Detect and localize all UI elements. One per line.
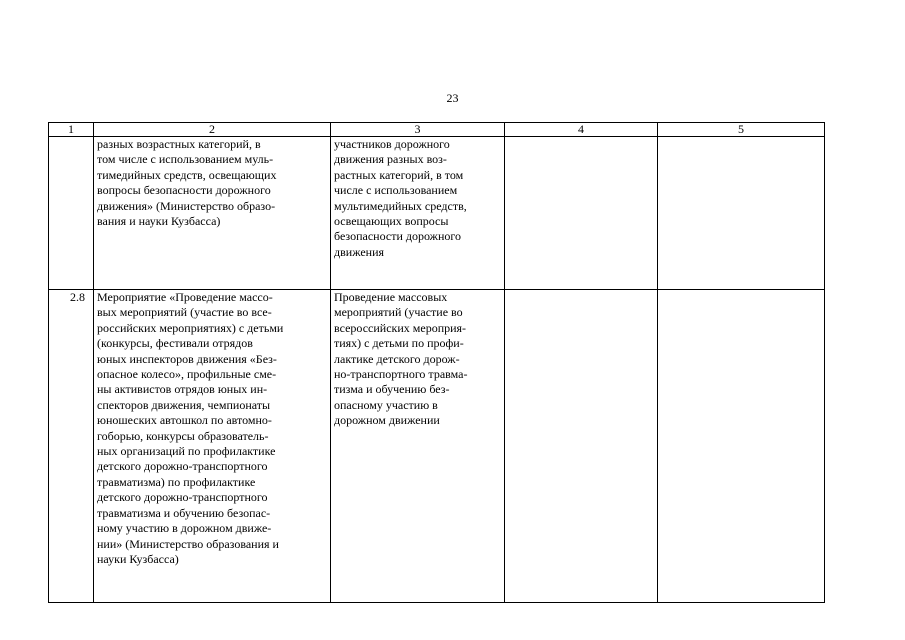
event-description-cell: разных возрастных категорий, в том числе с использованием муль- тимедийных средств, освещающих вопросы безопасности дорожного движения» (Министерство образо- вания и науки Кузбасса) (94, 137, 331, 290)
column-header-4: 4 (505, 123, 658, 137)
page-number: 23 (446, 91, 459, 105)
column-header-2: 2 (94, 123, 331, 137)
column-5-cell (658, 290, 825, 603)
column-5-cell (658, 137, 825, 290)
table-row (49, 290, 825, 603)
column-header-1: 1 (49, 123, 94, 137)
expected-result-cell: Проведение массовых мероприятий (участие во всероссийских мероприя- тиях) с детьми по профи- лактике детского дорож- но-транспортного травма- тизма и обучению без- опасному участию в дорожном движении (331, 290, 505, 603)
table-header-row (49, 123, 825, 137)
column-4-cell (505, 290, 658, 603)
row-number-cell (49, 137, 94, 290)
column-header-5: 5 (658, 123, 825, 137)
table-row (49, 137, 825, 290)
expected-result-cell: участников дорожного движения разных воз- растных категорий, в том числе с использованием мультимедийных средств, освещающих вопросы безопасности дорожного движения (331, 137, 505, 290)
row-number-cell: 2.8 (49, 290, 94, 603)
event-description-cell: Мероприятие «Проведение массо- вых мероприятий (участие во все- российских мероприятиях) с детьми (конкурсы, фестивали отрядов юных инспекторов движения «Без- опасное колесо», профильные сме- ны активистов отрядов юных ин- спекторов движения, чемпионаты юношеских автошкол по автомно- гоборью, конкурсы образователь- ных организаций по профилактике детского дорожно-транспортного травматизма) по профилактике детского дорожно-транспортного травматизма и обучению безопас- ному участию в дорожном движе- нии» (Министерство образования и науки Кузбасса) (94, 290, 331, 603)
activities-table (48, 122, 825, 603)
column-header-3: 3 (331, 123, 505, 137)
column-4-cell (505, 137, 658, 290)
